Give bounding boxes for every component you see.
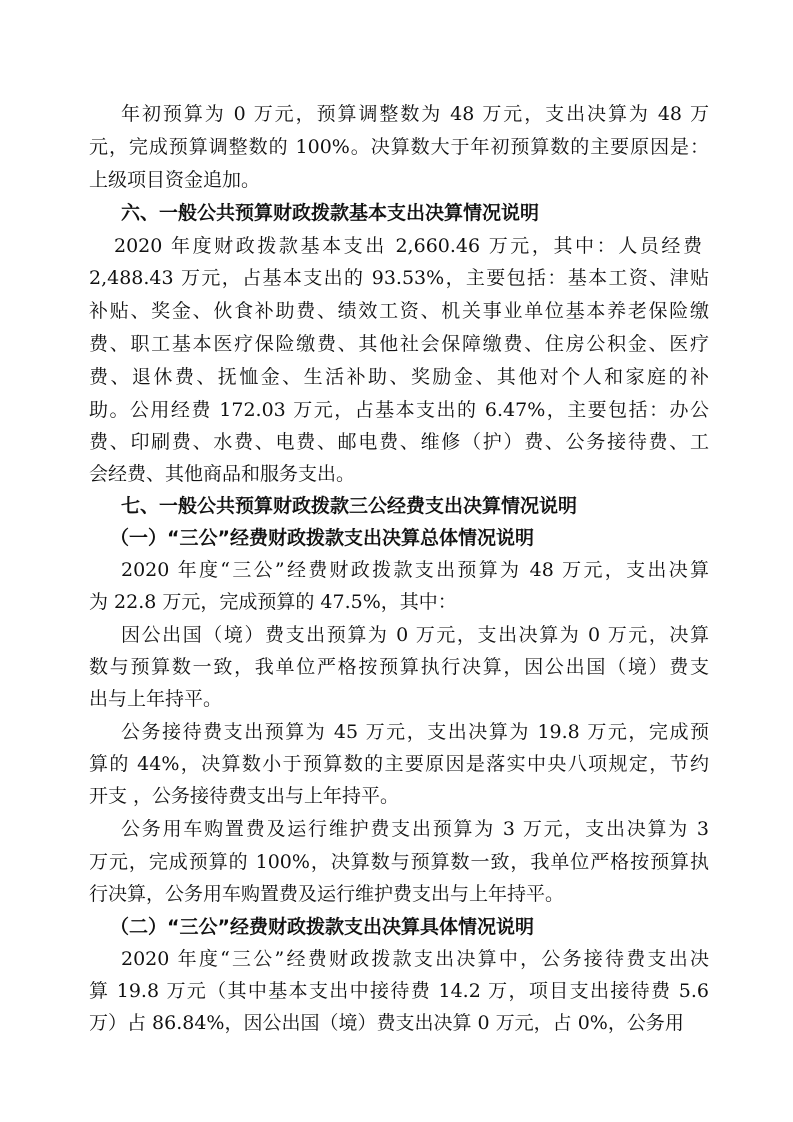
paragraph-line: 元，完成预算调整数的 100%。决算数大于年初预算数的主要原因是： [89,136,709,158]
paragraph-line: 为 22.8 万元，完成预算的 47.5%，其中： [89,591,457,613]
section-heading: 七、一般公共预算财政拨款三公经费支出决算情况说明 [121,495,578,517]
paragraph-line: 开支 ，公务接待费支出与上年持平。 [89,785,400,807]
paragraph-line: 出与上年持平。 [89,688,223,710]
paragraph-line: 助。公用经费 172.03 万元，占基本支出的 6.47%，主要包括：办公 [89,399,709,421]
paragraph-line: 费、印刷费、水费、电费、邮电费、维修（护）费、公务接待费、工 [89,431,709,453]
paragraph-line: 算 19.8 万元（其中基本支出中接待费 14.2 万，项目支出接待费 5.6 [89,980,709,1002]
paragraph-line: 万）占 86.84%，因公出国（境）费支出决算 0 万元，占 0%，公务用 [89,1012,684,1034]
paragraph-line: 上级项目资金追加。 [89,169,261,191]
paragraph-line: 费、退休费、抚恤金、生活补助、奖励金、其他对个人和家庭的补 [89,366,709,388]
paragraph-line: 费、职工基本医疗保险缴费、其他社会保障缴费、住房公积金、医疗 [89,333,709,355]
paragraph-line: 因公出国（境）费支出预算为 0 万元，支出决算为 0 万元，决算 [121,624,709,646]
section-heading: （一）“三公”经费财政拨款支出决算总体情况说明 [110,527,534,549]
paragraph-line: 年初预算为 0 万元，预算调整数为 48 万元，支出决算为 48 万 [121,103,709,125]
paragraph-line: 2020 年度“三公”经费财政拨款支出预算为 48 万元，支出决算 [121,559,709,581]
paragraph-line: 数与预算数一致，我单位严格按预算执行决算，因公出国（境）费支 [89,656,709,678]
paragraph-line: 2020 年度财政拨款基本支出 2,660.46 万元，其中：人员经费 [114,235,702,257]
paragraph-line: 公务用车购置费及运行维护费支出预算为 3 万元，支出决算为 3 [121,818,709,840]
paragraph-line: 行决算，公务用车购置费及运行维护费支出与上年持平。 [89,883,565,905]
section-heading: （二）“三公”经费财政拨款支出决算具体情况说明 [110,916,534,938]
paragraph-line: 算的 44%，决算数小于预算数的主要原因是落实中央八项规定，节约 [89,753,709,775]
paragraph-line: 2020 年度“三公”经费财政拨款支出决算中，公务接待费支出决 [121,948,709,970]
paragraph-line: 公务接待费支出预算为 45 万元，支出决算为 19.8 万元，完成预 [121,721,709,743]
paragraph-line: 补贴、奖金、伙食补助费、绩效工资、机关事业单位基本养老保险缴 [89,300,709,322]
paragraph-line: 会经费、其他商品和服务支出。 [89,463,356,485]
paragraph-line: 万元，完成预算的 100%，决算数与预算数一致，我单位严格按预算执 [89,851,709,873]
paragraph-line: 2,488.43 万元，占基本支出的 93.53%，主要包括：基本工资、津贴 [89,267,709,289]
section-heading: 六、一般公共预算财政拨款基本支出决算情况说明 [121,202,540,224]
